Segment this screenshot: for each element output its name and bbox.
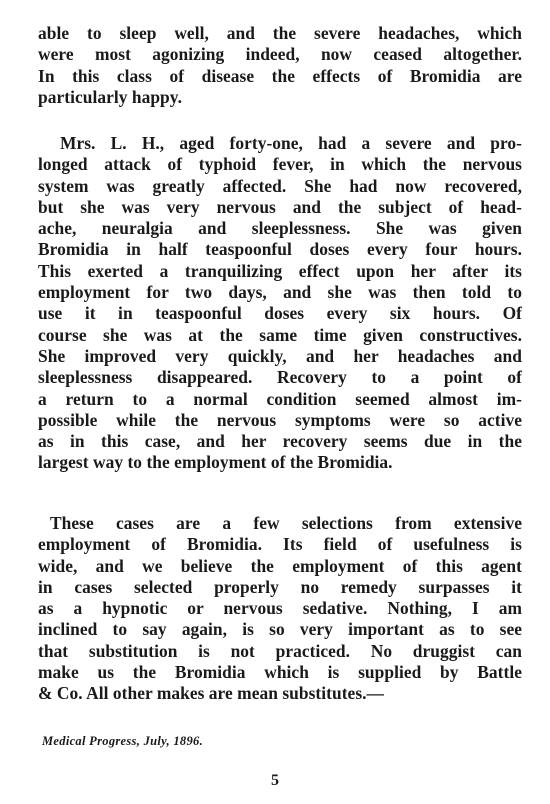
text-line: system was greatly affected. She had now recovered, [38,175,522,196]
text-line: sleeplessness disappeared. Recovery to a point of [38,367,522,388]
text-line: but she was very nervous and the subject of head- [38,196,522,217]
text-line: course she was at the same time given constructives. [38,324,522,345]
text-line: In this class of disease the effects of Bromidia are [38,65,522,86]
text-line: that substitution is not practiced. No druggist can [38,640,522,661]
paragraph-1 [38,23,522,108]
text-line: These cases are a few selections from extensive [50,513,522,533]
paragraph-3 [38,513,522,705]
text-line: as in this case, and her recovery seems due in the [38,431,522,452]
text-line: longed attack of typhoid fever, in which the nervous [38,154,522,175]
text-line: & Co. All other makes are mean substitutes.— [38,683,384,704]
text-line: use it in teaspoonful doses every six hours. Of [38,303,522,324]
text-line: able to sleep well, and the severe headaches, which [38,23,522,43]
text-line: Mrs. L. H., aged forty-one, had a severe and pro- [60,133,522,153]
text-line: largest way to the employment of the Bromidia. [38,452,393,473]
text-line: wide, and we believe the employment of this agent [38,555,522,576]
paragraph-2 [38,133,522,474]
text-line: as a hypnotic or nervous sedative. Nothing, I am [38,598,522,619]
text-line: particularly happy. [38,86,182,107]
text-line: This exerted a tranquilizing effect upon her after its [38,260,522,281]
text-line: make us the Bromidia which is supplied by Battle [38,662,522,683]
text-line: possible while the nervous symptoms were so active [38,409,522,430]
text-line: employment for two days, and she was then told to [38,282,522,303]
text-line: She improved very quickly, and her headaches and [38,345,522,366]
text-line: in cases selected properly no remedy surpasses it [38,576,522,597]
page-number: 5 [271,772,279,789]
text-line: Bromidia in half teaspoonful doses every four hours. [38,239,522,260]
text-line: ache, neuralgia and sleeplessness. She was given [38,218,522,239]
text-line: employment of Bromidia. Its field of usefulness is [38,534,522,555]
text-line: were most agonizing indeed, now ceased altogether. [38,44,522,65]
text-line: inclined to say again, is so very important as to see [38,619,522,640]
citation: Medical Progress, July, 1896. [42,734,204,748]
text-line: a return to a normal condition seemed almost im- [38,388,522,409]
